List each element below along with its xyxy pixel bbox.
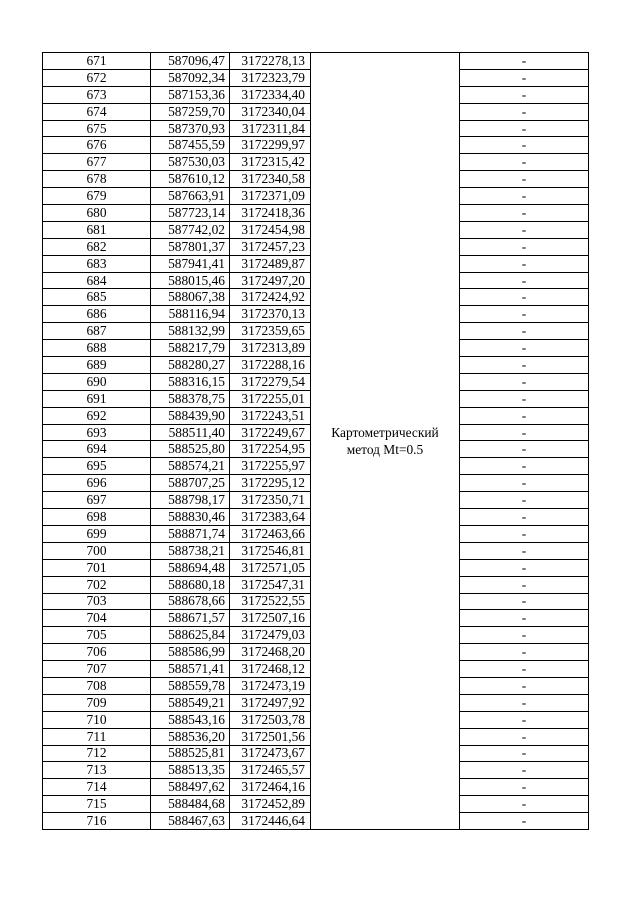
y-coordinate-cell: 3172507,16 (230, 610, 311, 627)
x-coordinate-cell: 587610,12 (151, 171, 230, 188)
point-number-cell: 675 (43, 120, 151, 137)
y-coordinate-cell: 3172468,12 (230, 661, 311, 678)
point-number-cell: 672 (43, 69, 151, 86)
coordinates-table (42, 52, 589, 830)
point-number-cell: 693 (43, 424, 151, 441)
dash-cell: - (460, 103, 589, 120)
x-coordinate-cell: 588484,68 (151, 796, 230, 813)
dash-cell: - (460, 407, 589, 424)
y-coordinate-cell: 3172255,97 (230, 458, 311, 475)
y-coordinate-cell: 3172340,58 (230, 171, 311, 188)
dash-cell: - (460, 390, 589, 407)
x-coordinate-cell: 587153,36 (151, 86, 230, 103)
dash-cell: - (460, 458, 589, 475)
point-number-cell: 686 (43, 306, 151, 323)
y-coordinate-cell: 3172370,13 (230, 306, 311, 323)
point-number-cell: 679 (43, 188, 151, 205)
y-coordinate-cell: 3172371,09 (230, 188, 311, 205)
y-coordinate-cell: 3172547,31 (230, 576, 311, 593)
y-coordinate-cell: 3172464,16 (230, 779, 311, 796)
y-coordinate-cell: 3172299,97 (230, 137, 311, 154)
x-coordinate-cell: 588217,79 (151, 340, 230, 357)
x-coordinate-cell: 588015,46 (151, 272, 230, 289)
method-cell (311, 53, 460, 830)
x-coordinate-cell: 588378,75 (151, 390, 230, 407)
dash-cell: - (460, 221, 589, 238)
dash-cell: - (460, 255, 589, 272)
point-number-cell: 712 (43, 745, 151, 762)
point-number-cell: 685 (43, 289, 151, 306)
x-coordinate-cell: 588316,15 (151, 373, 230, 390)
y-coordinate-cell: 3172463,66 (230, 525, 311, 542)
x-coordinate-cell: 588513,35 (151, 762, 230, 779)
y-coordinate-cell: 3172446,64 (230, 813, 311, 830)
y-coordinate-cell: 3172243,51 (230, 407, 311, 424)
dash-cell: - (460, 677, 589, 694)
y-coordinate-cell: 3172522,55 (230, 593, 311, 610)
dash-cell: - (460, 745, 589, 762)
point-number-cell: 671 (43, 53, 151, 70)
y-coordinate-cell: 3172254,95 (230, 441, 311, 458)
dash-cell: - (460, 593, 589, 610)
dash-cell: - (460, 441, 589, 458)
x-coordinate-cell: 588549,21 (151, 694, 230, 711)
point-number-cell: 678 (43, 171, 151, 188)
x-coordinate-cell: 588798,17 (151, 492, 230, 509)
x-coordinate-cell: 588678,66 (151, 593, 230, 610)
point-number-cell: 691 (43, 390, 151, 407)
dash-cell: - (460, 120, 589, 137)
dash-cell: - (460, 272, 589, 289)
point-number-cell: 709 (43, 694, 151, 711)
point-number-cell: 688 (43, 340, 151, 357)
y-coordinate-cell: 3172465,57 (230, 762, 311, 779)
y-coordinate-cell: 3172468,20 (230, 644, 311, 661)
x-coordinate-cell: 587801,37 (151, 238, 230, 255)
x-coordinate-cell: 587259,70 (151, 103, 230, 120)
point-number-cell: 703 (43, 593, 151, 610)
point-number-cell: 699 (43, 525, 151, 542)
y-coordinate-cell: 3172255,01 (230, 390, 311, 407)
y-coordinate-cell: 3172546,81 (230, 542, 311, 559)
x-coordinate-cell: 588571,41 (151, 661, 230, 678)
dash-cell: - (460, 661, 589, 678)
y-coordinate-cell: 3172359,65 (230, 323, 311, 340)
dash-cell: - (460, 357, 589, 374)
x-coordinate-cell: 588116,94 (151, 306, 230, 323)
x-coordinate-cell: 587370,93 (151, 120, 230, 137)
x-coordinate-cell: 587092,34 (151, 69, 230, 86)
x-coordinate-cell: 587455,59 (151, 137, 230, 154)
x-coordinate-cell: 588280,27 (151, 357, 230, 374)
x-coordinate-cell: 588830,46 (151, 509, 230, 526)
dash-cell: - (460, 796, 589, 813)
x-coordinate-cell: 588559,78 (151, 677, 230, 694)
x-coordinate-cell: 588511,40 (151, 424, 230, 441)
y-coordinate-cell: 3172323,79 (230, 69, 311, 86)
dash-cell: - (460, 711, 589, 728)
dash-cell: - (460, 289, 589, 306)
point-number-cell: 674 (43, 103, 151, 120)
dash-cell: - (460, 610, 589, 627)
point-number-cell: 710 (43, 711, 151, 728)
dash-cell: - (460, 542, 589, 559)
x-coordinate-cell: 587663,91 (151, 188, 230, 205)
point-number-cell: 690 (43, 373, 151, 390)
x-coordinate-cell: 588543,16 (151, 711, 230, 728)
y-coordinate-cell: 3172424,92 (230, 289, 311, 306)
dash-cell: - (460, 475, 589, 492)
dash-cell: - (460, 694, 589, 711)
point-number-cell: 716 (43, 813, 151, 830)
y-coordinate-cell: 3172334,40 (230, 86, 311, 103)
dash-cell: - (460, 559, 589, 576)
x-coordinate-cell: 587096,47 (151, 53, 230, 70)
x-coordinate-cell: 588586,99 (151, 644, 230, 661)
x-coordinate-cell: 588132,99 (151, 323, 230, 340)
y-coordinate-cell: 3172457,23 (230, 238, 311, 255)
point-number-cell: 713 (43, 762, 151, 779)
coordinates-table-body (43, 53, 589, 830)
table-row (43, 53, 589, 70)
dash-cell: - (460, 306, 589, 323)
y-coordinate-cell: 3172315,42 (230, 154, 311, 171)
dash-cell: - (460, 509, 589, 526)
x-coordinate-cell: 588738,21 (151, 542, 230, 559)
dash-cell: - (460, 340, 589, 357)
x-coordinate-cell: 588536,20 (151, 728, 230, 745)
dash-cell: - (460, 779, 589, 796)
dash-cell: - (460, 576, 589, 593)
y-coordinate-cell: 3172288,16 (230, 357, 311, 374)
point-number-cell: 692 (43, 407, 151, 424)
y-coordinate-cell: 3172497,20 (230, 272, 311, 289)
point-number-cell: 704 (43, 610, 151, 627)
point-number-cell: 714 (43, 779, 151, 796)
y-coordinate-cell: 3172340,04 (230, 103, 311, 120)
point-number-cell: 697 (43, 492, 151, 509)
dash-cell: - (460, 728, 589, 745)
y-coordinate-cell: 3172473,19 (230, 677, 311, 694)
point-number-cell: 698 (43, 509, 151, 526)
y-coordinate-cell: 3172489,87 (230, 255, 311, 272)
y-coordinate-cell: 3172479,03 (230, 627, 311, 644)
point-number-cell: 682 (43, 238, 151, 255)
point-number-cell: 683 (43, 255, 151, 272)
point-number-cell: 701 (43, 559, 151, 576)
x-coordinate-cell: 588671,57 (151, 610, 230, 627)
dash-cell: - (460, 137, 589, 154)
dash-cell: - (460, 171, 589, 188)
point-number-cell: 702 (43, 576, 151, 593)
x-coordinate-cell: 588680,18 (151, 576, 230, 593)
dash-cell: - (460, 525, 589, 542)
point-number-cell: 680 (43, 205, 151, 222)
point-number-cell: 687 (43, 323, 151, 340)
x-coordinate-cell: 587723,14 (151, 205, 230, 222)
dash-cell: - (460, 188, 589, 205)
x-coordinate-cell: 588067,38 (151, 289, 230, 306)
x-coordinate-cell: 588625,84 (151, 627, 230, 644)
point-number-cell: 689 (43, 357, 151, 374)
y-coordinate-cell: 3172249,67 (230, 424, 311, 441)
y-coordinate-cell: 3172571,05 (230, 559, 311, 576)
y-coordinate-cell: 3172313,89 (230, 340, 311, 357)
x-coordinate-cell: 588525,81 (151, 745, 230, 762)
point-number-cell: 676 (43, 137, 151, 154)
dash-cell: - (460, 627, 589, 644)
dash-cell: - (460, 154, 589, 171)
point-number-cell: 711 (43, 728, 151, 745)
point-number-cell: 715 (43, 796, 151, 813)
x-coordinate-cell: 588574,21 (151, 458, 230, 475)
x-coordinate-cell: 588694,48 (151, 559, 230, 576)
y-coordinate-cell: 3172452,89 (230, 796, 311, 813)
point-number-cell: 694 (43, 441, 151, 458)
x-coordinate-cell: 587742,02 (151, 221, 230, 238)
y-coordinate-cell: 3172295,12 (230, 475, 311, 492)
method-text-line: метод Mt=0.5 (346, 441, 424, 457)
dash-cell: - (460, 53, 589, 70)
y-coordinate-cell: 3172278,13 (230, 53, 311, 70)
x-coordinate-cell: 588497,62 (151, 779, 230, 796)
y-coordinate-cell: 3172454,98 (230, 221, 311, 238)
dash-cell: - (460, 205, 589, 222)
x-coordinate-cell: 588707,25 (151, 475, 230, 492)
x-coordinate-cell: 587530,03 (151, 154, 230, 171)
point-number-cell: 673 (43, 86, 151, 103)
dash-cell: - (460, 323, 589, 340)
point-number-cell: 707 (43, 661, 151, 678)
point-number-cell: 706 (43, 644, 151, 661)
x-coordinate-cell: 588467,63 (151, 813, 230, 830)
point-number-cell: 695 (43, 458, 151, 475)
x-coordinate-cell: 587941,41 (151, 255, 230, 272)
y-coordinate-cell: 3172418,36 (230, 205, 311, 222)
point-number-cell: 684 (43, 272, 151, 289)
dash-cell: - (460, 69, 589, 86)
dash-cell: - (460, 813, 589, 830)
y-coordinate-cell: 3172311,84 (230, 120, 311, 137)
point-number-cell: 705 (43, 627, 151, 644)
point-number-cell: 677 (43, 154, 151, 171)
y-coordinate-cell: 3172501,56 (230, 728, 311, 745)
point-number-cell: 700 (43, 542, 151, 559)
y-coordinate-cell: 3172503,78 (230, 711, 311, 728)
method-text-line: Картометрический (331, 424, 439, 440)
x-coordinate-cell: 588871,74 (151, 525, 230, 542)
point-number-cell: 681 (43, 221, 151, 238)
dash-cell: - (460, 762, 589, 779)
y-coordinate-cell: 3172350,71 (230, 492, 311, 509)
point-number-cell: 708 (43, 677, 151, 694)
dash-cell: - (460, 373, 589, 390)
x-coordinate-cell: 588439,90 (151, 407, 230, 424)
dash-cell: - (460, 424, 589, 441)
y-coordinate-cell: 3172383,64 (230, 509, 311, 526)
dash-cell: - (460, 644, 589, 661)
dash-cell: - (460, 492, 589, 509)
dash-cell: - (460, 238, 589, 255)
point-number-cell: 696 (43, 475, 151, 492)
y-coordinate-cell: 3172279,54 (230, 373, 311, 390)
dash-cell: - (460, 86, 589, 103)
x-coordinate-cell: 588525,80 (151, 441, 230, 458)
y-coordinate-cell: 3172497,92 (230, 694, 311, 711)
y-coordinate-cell: 3172473,67 (230, 745, 311, 762)
